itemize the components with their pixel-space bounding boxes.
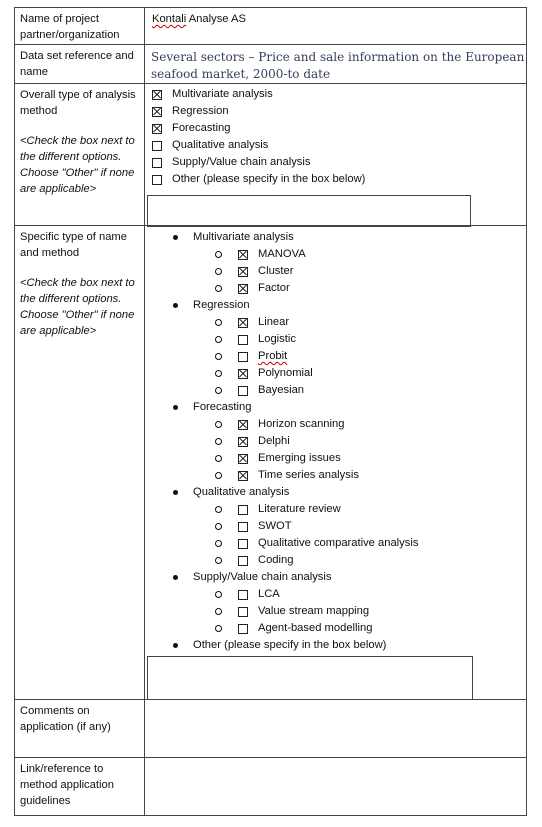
partner-label: Name of project partner/organization — [15, 8, 145, 45]
hollow-bullet-icon — [215, 251, 222, 258]
method-group-label: Multivariate analysis — [193, 231, 294, 243]
hollow-bullet-icon — [215, 557, 222, 564]
bullet-icon — [173, 405, 178, 410]
method-option-label: Probit — [258, 350, 288, 362]
specific-type-hint: <Check the box next to the different options. Choose "Other" if none are applicable> — [20, 277, 135, 337]
checkbox-icon[interactable] — [238, 556, 248, 566]
method-group-label: Supply/Value chain analysis — [193, 571, 332, 583]
method-option-label: Literature review — [258, 503, 341, 515]
comments-label: Comments on application (if any) — [15, 700, 145, 758]
method-option[interactable] — [145, 450, 526, 467]
method-group — [145, 637, 526, 654]
hollow-bullet-icon — [215, 625, 222, 632]
method-group-label: Forecasting — [193, 401, 252, 413]
overall-options-list — [145, 84, 526, 188]
method-option[interactable] — [145, 280, 526, 297]
method-option[interactable] — [145, 263, 526, 280]
method-option[interactable] — [145, 552, 526, 569]
checkbox-icon[interactable] — [238, 284, 248, 294]
bullet-icon — [173, 575, 178, 580]
checkbox-icon[interactable] — [238, 386, 248, 396]
method-option-label: Logistic — [258, 333, 296, 345]
overall-option[interactable] — [152, 86, 526, 103]
row-specific-type — [15, 226, 527, 700]
method-option-label: SWOT — [258, 520, 292, 532]
overall-option[interactable] — [152, 103, 526, 120]
checkbox-icon[interactable] — [152, 107, 162, 117]
row-dataset — [15, 45, 527, 84]
specific-type-label: Specific type of name and method — [20, 231, 127, 259]
row-comments — [15, 700, 527, 758]
checkbox-icon[interactable] — [238, 250, 248, 260]
hollow-bullet-icon — [215, 591, 222, 598]
specific-options-list — [145, 226, 526, 654]
hollow-bullet-icon — [215, 268, 222, 275]
checkbox-icon[interactable] — [238, 369, 248, 379]
checkbox-icon[interactable] — [238, 590, 248, 600]
overall-option-label: Regression — [172, 105, 229, 117]
method-option-label: Cluster — [258, 265, 294, 277]
hollow-bullet-icon — [215, 285, 222, 292]
hollow-bullet-icon — [215, 455, 222, 462]
method-option-label: Bayesian — [258, 384, 305, 396]
checkbox-icon[interactable] — [238, 420, 248, 430]
method-option-label: Qualitative comparative analysis — [258, 537, 419, 549]
hollow-bullet-icon — [215, 319, 222, 326]
method-option-label: MANOVA — [258, 248, 306, 260]
method-form-table — [14, 7, 527, 816]
checkbox-icon[interactable] — [152, 90, 162, 100]
method-option[interactable] — [145, 314, 526, 331]
overall-option[interactable] — [152, 137, 526, 154]
hollow-bullet-icon — [215, 608, 222, 615]
overall-option-label: Supply/Value chain analysis — [172, 156, 311, 168]
checkbox-icon[interactable] — [238, 335, 248, 345]
method-group — [145, 399, 526, 416]
checkbox-icon[interactable] — [238, 352, 248, 362]
specific-other-input[interactable] — [147, 656, 473, 700]
method-option-label: Horizon scanning — [258, 418, 345, 430]
checkbox-icon[interactable] — [238, 505, 248, 515]
checkbox-icon[interactable] — [238, 437, 248, 447]
bullet-icon — [173, 235, 178, 240]
overall-option-label: Other (please specify in the box below) — [172, 173, 366, 185]
checkbox-icon[interactable] — [152, 124, 162, 134]
checkbox-icon[interactable] — [238, 607, 248, 617]
link-label: Link/reference to method application guidelines — [15, 758, 145, 816]
checkbox-icon[interactable] — [238, 539, 248, 549]
hollow-bullet-icon — [215, 523, 222, 530]
row-link — [15, 758, 527, 816]
hollow-bullet-icon — [215, 438, 222, 445]
method-option-label: Agent-based modelling — [258, 622, 373, 634]
method-option[interactable] — [145, 501, 526, 518]
method-option[interactable] — [145, 348, 526, 365]
overall-option[interactable] — [152, 154, 526, 171]
overall-type-label: Overall type of analysis method — [20, 89, 136, 117]
overall-option[interactable] — [152, 171, 526, 188]
checkbox-icon[interactable] — [238, 471, 248, 481]
hollow-bullet-icon — [215, 353, 222, 360]
method-option-label: Value stream mapping — [258, 605, 370, 617]
method-option[interactable] — [145, 433, 526, 450]
overall-type-hint: <Check the box next to the different options. Choose "Other" if none are applicable> — [20, 135, 135, 195]
checkbox-icon[interactable] — [238, 267, 248, 277]
method-option[interactable] — [145, 246, 526, 263]
overall-option-label: Multivariate analysis — [172, 88, 273, 100]
overall-option[interactable] — [152, 120, 526, 137]
overall-option-label: Qualitative analysis — [172, 139, 269, 151]
method-option-label: Linear — [258, 316, 290, 328]
checkbox-icon[interactable] — [238, 522, 248, 532]
method-option[interactable] — [145, 620, 526, 637]
partner-name-spellcheck: Kontali — [152, 13, 187, 25]
row-overall-type — [15, 84, 527, 226]
checkbox-icon[interactable] — [238, 624, 248, 634]
checkbox-icon[interactable] — [152, 175, 162, 185]
bullet-icon — [173, 643, 178, 648]
method-group-label: Other (please specify in the box below) — [193, 639, 387, 651]
checkbox-icon[interactable] — [238, 454, 248, 464]
checkbox-icon[interactable] — [238, 318, 248, 328]
row-partner — [15, 8, 527, 45]
bullet-icon — [173, 490, 178, 495]
method-option[interactable] — [145, 518, 526, 535]
hollow-bullet-icon — [215, 421, 222, 428]
checkbox-icon[interactable] — [152, 158, 162, 168]
method-group-label: Qualitative analysis — [193, 486, 290, 498]
checkbox-icon[interactable] — [152, 141, 162, 151]
method-option-label: Polynomial — [258, 367, 313, 379]
method-option-label: Coding — [258, 554, 294, 566]
method-group — [145, 484, 526, 501]
method-option-label: Factor — [258, 282, 290, 294]
bullet-icon — [173, 303, 178, 308]
method-option[interactable] — [145, 467, 526, 484]
partner-name-rest: Analyse AS — [186, 13, 246, 25]
link-value[interactable] — [145, 758, 527, 816]
method-option[interactable] — [145, 603, 526, 620]
method-option-label: Time series analysis — [258, 469, 359, 481]
hollow-bullet-icon — [215, 370, 222, 377]
dataset-value[interactable]: Several sectors – Price and sale information on the European seafood market, 2000-to date — [151, 50, 525, 81]
dataset-label: Data set reference and name — [15, 45, 145, 84]
comments-value[interactable] — [145, 700, 527, 758]
method-option[interactable] — [145, 331, 526, 348]
method-option[interactable] — [145, 382, 526, 399]
method-group-label: Regression — [193, 299, 250, 311]
method-group — [145, 297, 526, 314]
method-option[interactable] — [145, 416, 526, 433]
method-option-label: Delphi — [258, 435, 290, 447]
hollow-bullet-icon — [215, 472, 222, 479]
method-option-label: LCA — [258, 588, 280, 600]
hollow-bullet-icon — [215, 540, 222, 547]
method-group — [145, 569, 526, 586]
method-group — [145, 229, 526, 246]
method-option[interactable] — [145, 586, 526, 603]
hollow-bullet-icon — [215, 506, 222, 513]
hollow-bullet-icon — [215, 387, 222, 394]
overall-other-input[interactable] — [147, 195, 471, 227]
method-option[interactable] — [145, 365, 526, 382]
hollow-bullet-icon — [215, 336, 222, 343]
method-option-label: Emerging issues — [258, 452, 341, 464]
method-option[interactable] — [145, 535, 526, 552]
overall-option-label: Forecasting — [172, 122, 231, 134]
partner-value[interactable] — [152, 11, 246, 27]
